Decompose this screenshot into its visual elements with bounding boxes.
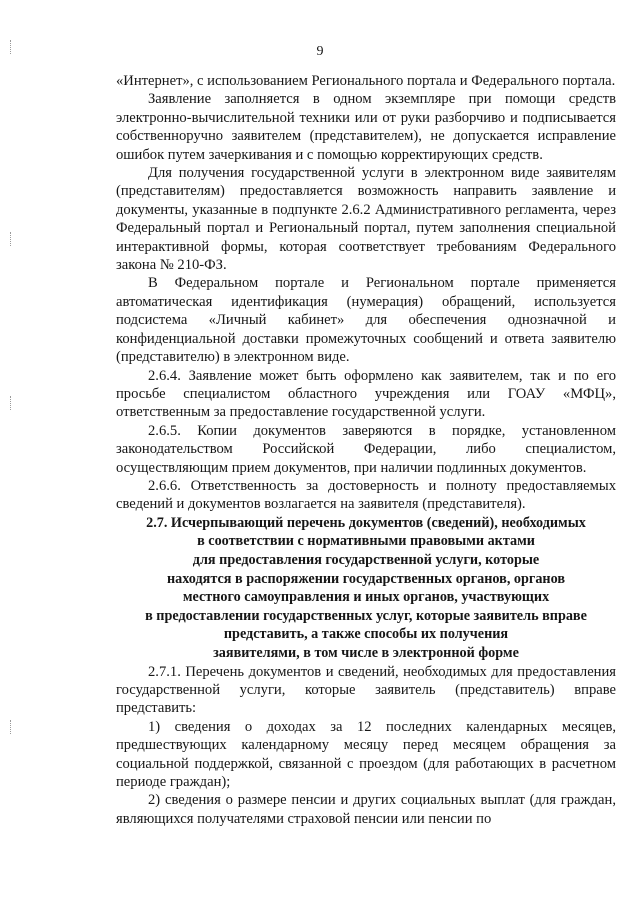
list-item: 1) сведения о доходах за 12 последних календарных месяцев, предшествующих календарному месяцу перед месяцем обращения за социальной поддержкой, связанной с проездом (для работающих в расчетном периоде граждан); xyxy=(116,718,616,790)
paragraph: 2.6.6. Ответственность за достоверность и полноту предоставляемых сведений и документов возлагается на заявителя (представителя). xyxy=(116,477,616,513)
heading-line: 2.7. Исчерпывающий перечень документов (сведений), необходимых xyxy=(146,514,586,531)
paragraph: 2.7.1. Перечень документов и сведений, необходимых для предоставления государственной услуги, которые заявитель (представитель) вправе представить: xyxy=(116,663,616,717)
paragraph: В Федеральном портале и Региональном портале применяется автоматическая идентификация (нумерация) обращений, используется подсистема «Личный кабинет» для обеспечения однозначной и конфиденциальной доставки промежуточных сообщений и ответа заявителю (представителю) в электронном виде. xyxy=(116,275,616,366)
heading-line: местного самоуправления и иных органов, участвующих xyxy=(182,589,550,606)
heading-line: находятся в распоряжении государственных органов, органов xyxy=(166,570,566,587)
section-heading xyxy=(116,514,616,663)
margin-mark xyxy=(10,40,15,54)
page-number: 9 xyxy=(316,44,324,59)
paragraph: Заявление заполняется в одном экземпляре при помощи средств электронно-вычислительной техники или от руки разборчиво и подписывается собственноручно заявителем (представителем), не допускается исправление ошибок путем зачеркивания и с помощью корректирующих средств. xyxy=(116,91,616,163)
heading-line: представить, а также способы их получения xyxy=(223,626,509,643)
margin-mark xyxy=(10,396,15,410)
heading-line: для предоставления государственной услуги, которые xyxy=(192,551,540,568)
list-item: 2) сведения о размере пенсии и других социальных выплат (для граждан, являющихся получателями страховой пенсии или пенсии по xyxy=(116,792,616,827)
heading-line: в соответствии с нормативными правовыми актами xyxy=(197,533,535,550)
paragraph: Для получения государственной услуги в электронном виде заявителям (представителям) предоставляется возможность направить заявление и документы, указанные в подпункте 2.6.2 Административного регламента, через Федеральный портал и Региональный портал, путем заполнения специальной интерактивной формы, которая соответствует требованиям Федерального закона № 210-ФЗ. xyxy=(116,165,616,274)
document-body xyxy=(116,72,616,828)
paragraph: 2.6.5. Копии документов заверяются в порядке, установленном законодательством Российской Федерации, либо специалистом, осуществляющим прием документов, при наличии подлинных документов. xyxy=(116,422,616,476)
margin-mark xyxy=(10,720,15,734)
paragraph: «Интернет», с использованием Регионального портала и Федерального портала. xyxy=(116,73,616,89)
margin-mark xyxy=(10,232,15,246)
heading-line: заявителями, в том числе в электронной форме xyxy=(213,644,519,661)
paragraph: 2.6.4. Заявление может быть оформлено как заявителем, так и по его просьбе специалистом областного учреждения или ГОАУ «МФЦ», ответственным за предоставление государственной услуги. xyxy=(116,367,616,421)
heading-line: в предоставлении государственных услуг, которые заявитель вправе xyxy=(145,607,587,624)
